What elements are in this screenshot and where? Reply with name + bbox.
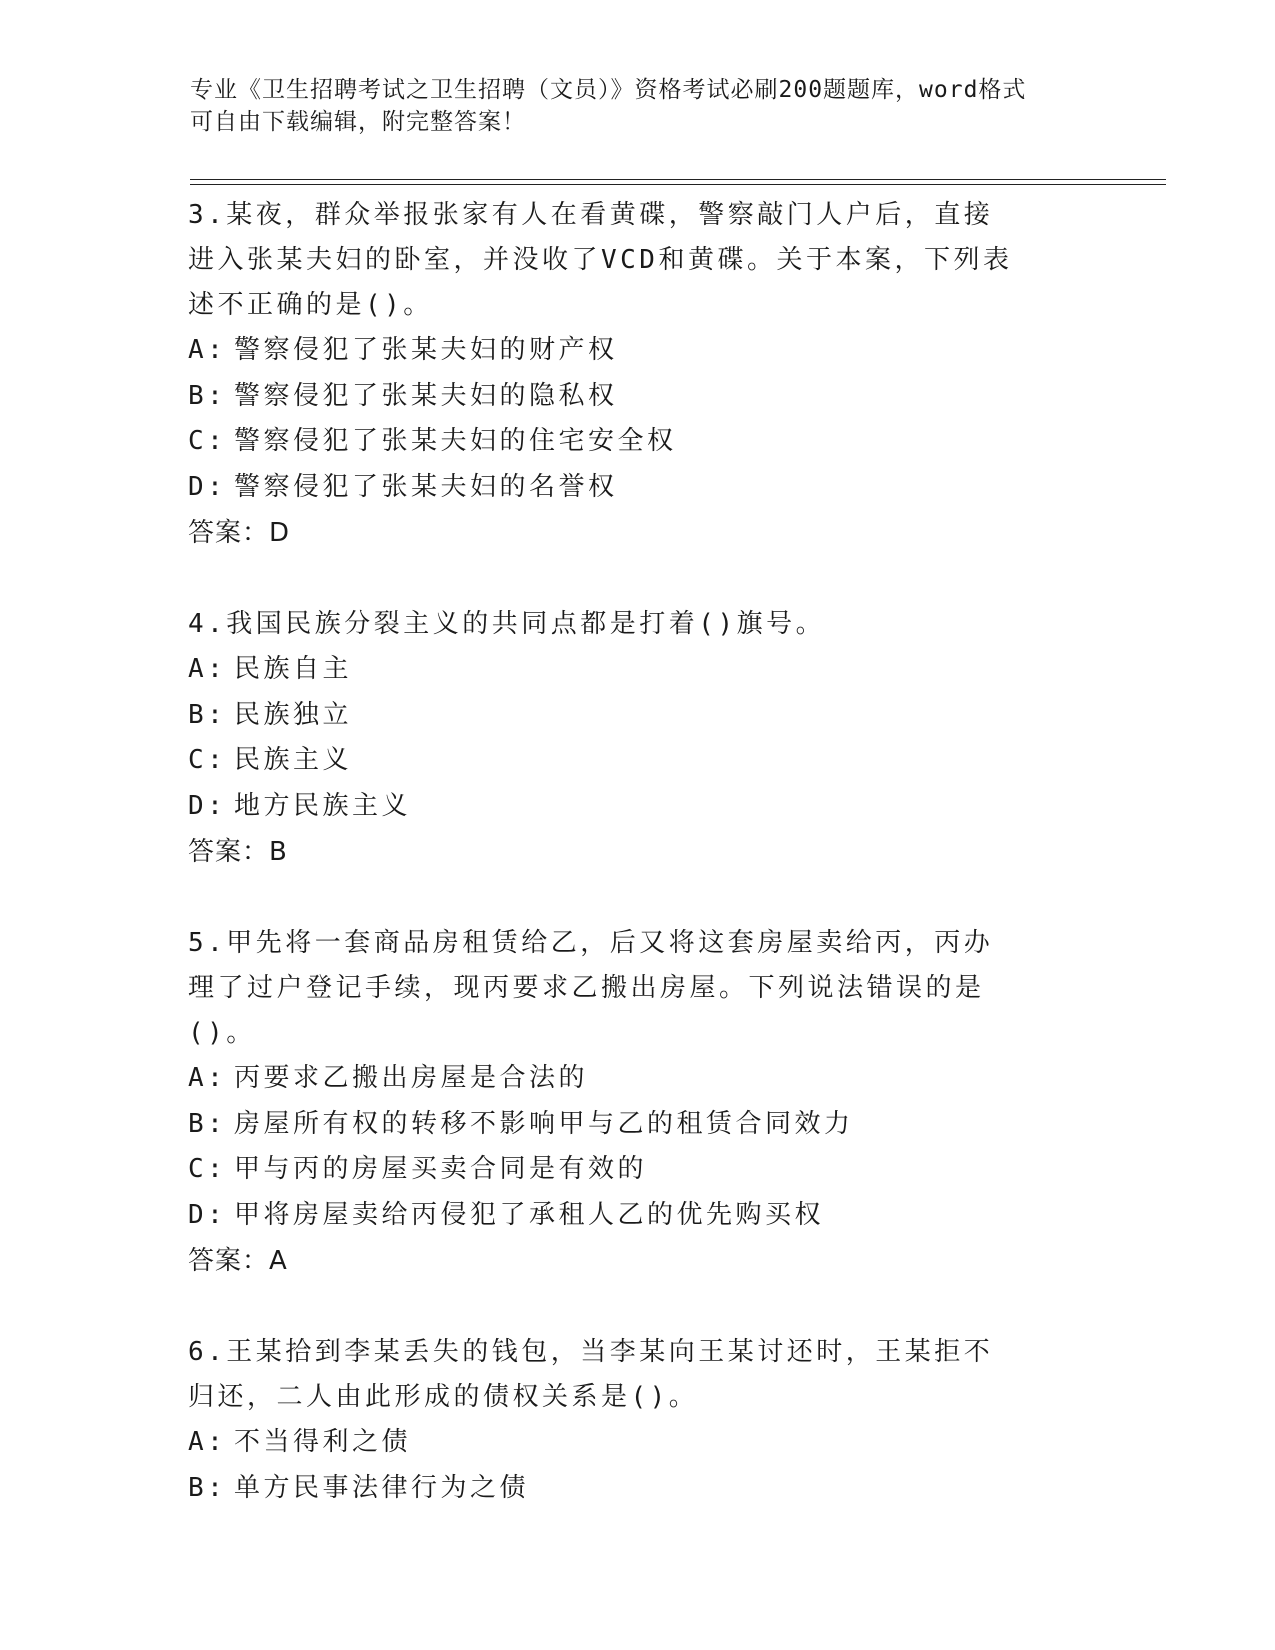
option-b	[188, 693, 1088, 739]
option-letter: A:	[188, 654, 227, 684]
option-a	[188, 1056, 1088, 1102]
option-text: 丙要求乙搬出房屋是合法的	[234, 1063, 589, 1093]
question-list	[188, 193, 1088, 1557]
question-3	[188, 193, 1088, 556]
option-letter: A:	[188, 1427, 227, 1457]
option-c	[188, 1147, 1088, 1193]
option-letter: D:	[188, 1199, 227, 1230]
option-c	[188, 738, 1088, 784]
option-d	[188, 1193, 1088, 1239]
option-text: 警察侵犯了张某夫妇的名誉权	[234, 471, 618, 502]
option-d	[188, 465, 1088, 511]
option-letter: A:	[188, 1063, 227, 1093]
answer-label: 答案：A	[188, 1246, 288, 1276]
option-text: 警察侵犯了张某夫妇的隐私权	[234, 380, 618, 411]
option-text: 甲与丙的房屋买卖合同是有效的	[234, 1154, 648, 1184]
option-letter: C:	[188, 745, 227, 775]
option-letter: B:	[188, 699, 227, 730]
header-line-2: 可自由下载编辑，附完整答案！	[190, 109, 526, 135]
question-stem: 5.甲先将一套商品房租赁给乙，后又将这套房屋卖给丙，丙办理了过户登记手续，现丙要求乙搬出房屋。下列说法错误的是()。	[188, 928, 994, 1048]
option-b	[188, 1102, 1088, 1148]
option-letter: C:	[188, 1154, 227, 1184]
answer-label: 答案：B	[188, 837, 288, 867]
question-4	[188, 602, 1088, 875]
option-letter: B:	[188, 1472, 227, 1503]
option-letter: D:	[188, 790, 227, 821]
question-5	[188, 921, 1088, 1284]
option-a	[188, 1420, 1088, 1466]
question-stem: 6.王某拾到李某丢失的钱包，当李某向王某讨还时，王某拒不归还，二人由此形成的债权关系是()。	[188, 1337, 994, 1412]
option-letter: D:	[188, 471, 227, 502]
option-a	[188, 647, 1088, 693]
option-text: 甲将房屋卖给丙侵犯了承租人乙的优先购买权	[234, 1199, 825, 1230]
option-c	[188, 419, 1088, 465]
option-text: 单方民事法律行为之债	[234, 1472, 530, 1503]
option-b	[188, 374, 1088, 420]
option-text: 地方民族主义	[234, 790, 412, 821]
header-divider-top	[190, 179, 1166, 180]
option-text: 民族独立	[234, 699, 353, 730]
option-text: 民族自主	[234, 654, 353, 684]
question-stem: 3.某夜，群众举报张家有人在看黄碟，警察敲门人户后，直接进入张某夫妇的卧室，并没收了VCD和黄碟。关于本案，下列表述不正确的是()。	[188, 200, 1013, 320]
option-d	[188, 784, 1088, 830]
option-text: 民族主义	[234, 745, 353, 775]
option-letter: B:	[188, 1108, 227, 1139]
option-text: 警察侵犯了张某夫妇的财产权	[234, 335, 618, 365]
question-stem: 4.我国民族分裂主义的共同点都是打着()旗号。	[188, 609, 826, 639]
header-line-1: 专业《卫生招聘考试之卫生招聘（文员）》资格考试必刷200题题库，word格式	[190, 77, 1027, 103]
question-6	[188, 1330, 1088, 1511]
option-letter: B:	[188, 380, 227, 411]
option-text: 不当得利之债	[234, 1427, 412, 1457]
header-divider-bottom	[190, 184, 1166, 185]
option-letter: A:	[188, 335, 227, 365]
option-text: 房屋所有权的转移不影响甲与乙的租赁合同效力	[234, 1108, 854, 1139]
document-header	[190, 74, 1090, 138]
option-letter: C:	[188, 426, 227, 456]
option-b	[188, 1466, 1088, 1512]
option-text: 警察侵犯了张某夫妇的住宅安全权	[234, 426, 677, 456]
option-a	[188, 328, 1088, 374]
answer-label: 答案：D	[188, 518, 291, 548]
